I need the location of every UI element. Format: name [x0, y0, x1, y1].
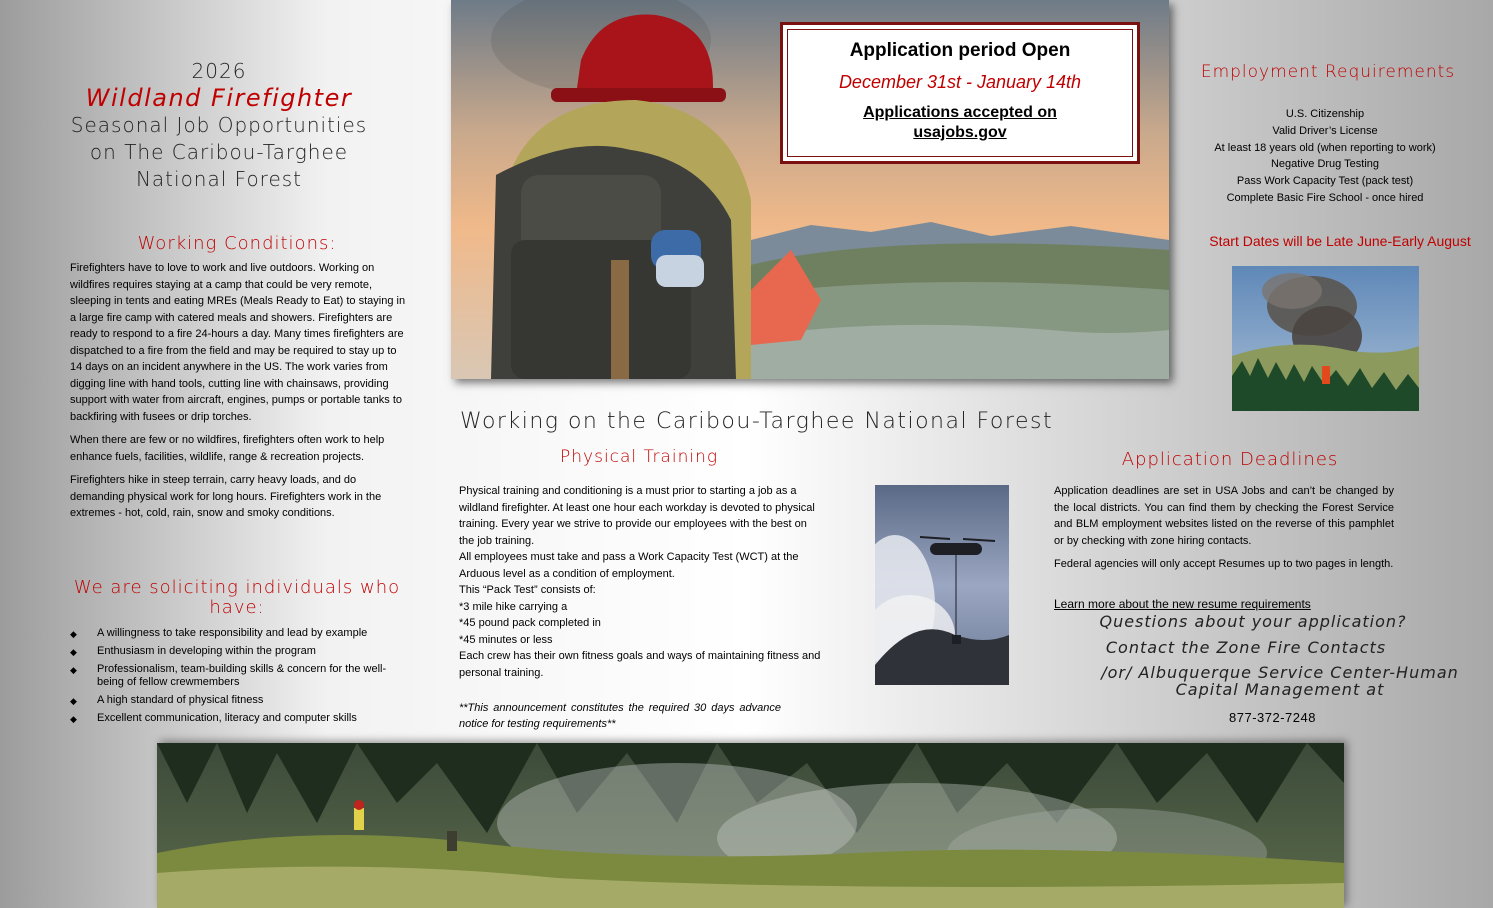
helicopter-photo — [875, 485, 1009, 685]
list-item: Pass Work Capacity Test (pack test) — [1236, 175, 1414, 188]
advance-notice-note: **This announcement constitutes the required 30 days advance notice for testing requirements** — [459, 702, 781, 730]
pt-line: Physical training and conditioning is a must prior to starting a job as a wildland firefighter. At least one hour each workday is devoted to physical training. Every year we strive to provide our employees with the best on the job training. — [459, 485, 815, 547]
wildfire-smoke-photo — [1232, 266, 1419, 411]
phone-number: 877-372-7248 — [1229, 710, 1316, 725]
list-item: At least 18 years old (when reporting to work) — [1214, 141, 1436, 154]
working-conditions-heading: Working Conditions: — [137, 233, 337, 254]
list-item: ◆ A high standard of physical fitness — [70, 694, 264, 706]
working-conditions-paragraph: Firefighters have to love to work and live outdoors. Working on wildfires requires staying at a camp that could be very remote, sleeping in tents and eating MREs (Meals Ready to Eat) to staying in a large fire camp with catered meals and showers. Firefighters are ready to respond to a fire 24-hours a day. Many times firefighters are dispatched to a fire from the field and may be required to stay up to 14 days on an incident anywhere in the US. The work varies from digging line with hand tools, cutting line with chainsaws, providing support with water from aircraft, engines, pumps or portable tanks to backfiring with fusees or drip torches. — [70, 262, 406, 423]
applications-accepted-line: Applications accepted on — [863, 104, 1057, 121]
title-main: Wildland Firefighter — [85, 84, 353, 112]
list-item: ◆ Excellent communication, literacy and computer skills — [70, 712, 357, 724]
list-item: Negative Drug Testing — [1270, 158, 1380, 171]
working-conditions-paragraph: When there are few or no wildfires, firefighters often work to help enhance fuels, facilities, wildlife, range & recreation projects. — [70, 434, 385, 463]
pt-line: This “Pack Test” consists of: — [459, 584, 596, 596]
list-item: Valid Driver’s License — [1272, 124, 1378, 137]
list-item: ◆ Professionalism, team-building skills & concern for the well-being of fellow crewmembers — [70, 663, 387, 688]
contact-text: Contact the Zone Fire Contacts — [1105, 638, 1387, 657]
pt-line: *45 minutes or less — [459, 633, 553, 646]
pt-line: *3 mile hike carrying a — [459, 600, 568, 613]
qualities-list — [70, 627, 410, 730]
employment-requirements-heading: Employment Requirements — [1200, 62, 1456, 82]
flyer-title — [60, 58, 378, 193]
albuquerque-text: /or/ Albuquerque Service Center-Human Capital Management at — [1101, 663, 1459, 699]
pt-line: All employees must take and pass a Work Capacity Test (WCT) at the Arduous level as a condition of employment. — [459, 551, 799, 580]
working-conditions-paragraph: Firefighters hike in steep terrain, carry heavy loads, and do demanding physical work for long hours. Firefighters work in the extremes - hot, cold, rain, snow and smoky conditions. — [70, 474, 382, 519]
bullet-diamond-icon: ◆ — [70, 696, 77, 706]
forest-crew-photo — [157, 743, 1344, 908]
list-item: ◆ Enthusiasm in developing within the program — [70, 645, 316, 657]
middle-heading: Working on the Caribou-Targhee National Forest — [460, 409, 1054, 434]
application-deadlines-body — [1054, 483, 1394, 580]
working-conditions-body — [70, 260, 408, 529]
application-open-heading: Application period Open — [849, 40, 1071, 61]
bullet-diamond-icon: ◆ — [70, 629, 77, 639]
application-period-box — [780, 22, 1140, 164]
application-dates: December 31st - January 14th — [838, 72, 1082, 92]
usajobs-link[interactable]: usajobs.gov — [913, 124, 1007, 141]
deadlines-paragraph: Federal agencies will only accept Resumes up to two pages in length. — [1054, 558, 1394, 570]
resume-requirements-link[interactable]: Learn more about the new resume requirements — [1054, 597, 1311, 611]
application-box-inner — [787, 29, 1133, 157]
requirements-list — [1190, 106, 1460, 207]
physical-training-body — [459, 483, 821, 681]
pt-line: Each crew has their own fitness goals and ways of maintaining fitness and personal training. — [459, 650, 821, 679]
bullet-diamond-icon: ◆ — [70, 714, 77, 724]
start-dates: Start Dates will be Late June-Early August — [1209, 233, 1471, 249]
title-year: 2026 — [191, 59, 247, 83]
list-item: Complete Basic Fire School - once hired — [1226, 191, 1424, 204]
pt-line: *45 pound pack completed in — [459, 617, 601, 629]
deadlines-paragraph: Application deadlines are set in USA Jobs and can’t be changed by the local districts. You can find them by checking the Forest Service and BLM employment websites listed on the reverse of this pamphlet or by checking with zone hiring contacts. — [1054, 485, 1394, 547]
soliciting-heading: We are soliciting individuals who have: — [73, 577, 401, 618]
bullet-diamond-icon: ◆ — [70, 647, 77, 657]
application-deadlines-heading: Application Deadlines — [1121, 449, 1339, 470]
title-sub: Seasonal Job Opportunities on The Caribou-Targhee National Forest — [70, 113, 368, 191]
bullet-diamond-icon: ◆ — [70, 665, 77, 675]
questions-text: Questions about your application? — [1099, 612, 1407, 631]
applications-accepted[interactable] — [788, 103, 1132, 143]
list-item: ◆ A willingness to take responsibility and lead by example — [70, 627, 368, 639]
physical-training-heading: Physical Training — [560, 447, 719, 467]
list-item: U.S. Citizenship — [1285, 108, 1365, 120]
